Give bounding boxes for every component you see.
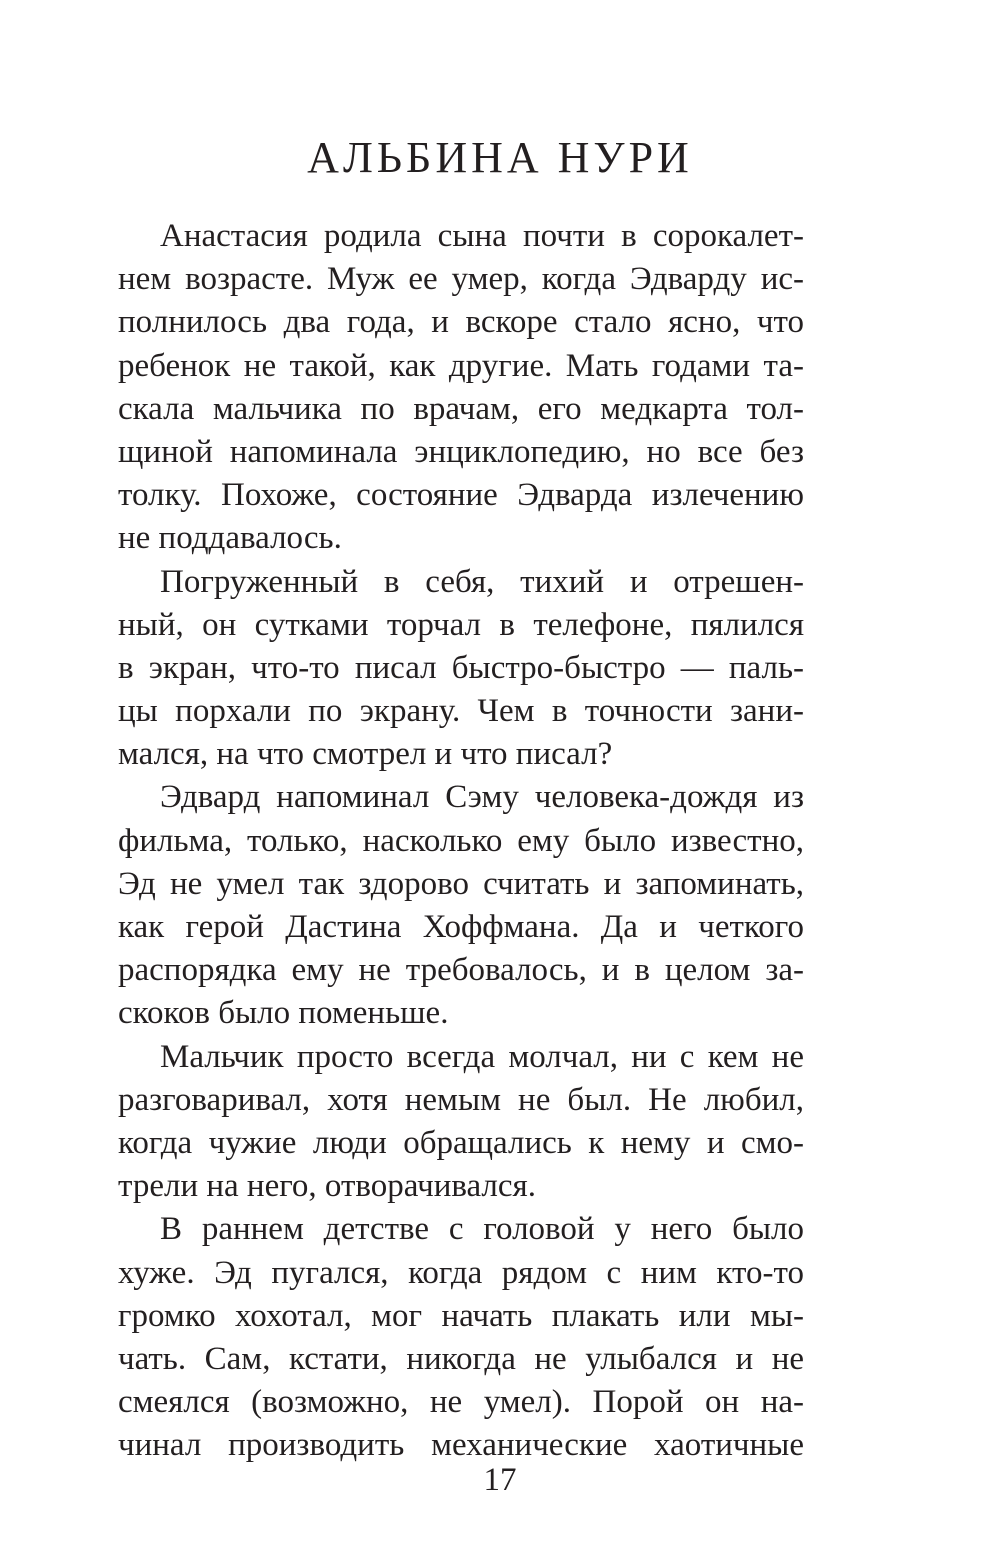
text-line: полнилось два года, и вскоре стало ясно, что	[118, 304, 804, 341]
text-line: ребенок не такой, как другие. Мать годами та-	[118, 347, 804, 384]
text-line: Мальчик просто всегда молчал, ни с кем не	[160, 1038, 804, 1075]
text-line: громко хохотал, мог начать плакать или мы-	[118, 1297, 804, 1334]
text-line: Эд не умел так здорово считать и запоминать,	[118, 865, 804, 902]
text-line: мался, на что смотрел и что писал?	[118, 736, 613, 773]
text-line: разговаривал, хотя немым не был. Не любил,	[118, 1081, 804, 1118]
text-line: как герой Дастина Хоффмана. Да и четкого	[118, 909, 804, 945]
text-line: Эдвард напоминал Сэму человека-дождя из	[160, 779, 804, 816]
text-line: Анастасия родила сына почти в сорокалет-	[160, 218, 804, 254]
text-line: толку. Похоже, состояние Эдварда излечению	[118, 477, 804, 514]
text-line: нем возрасте. Муж ее умер, когда Эдварду ис-	[118, 261, 804, 298]
text-line: щиной напоминала энциклопедию, но все без	[118, 433, 804, 470]
text-line: В раннем детстве с головой у него было	[160, 1211, 804, 1248]
text-line: хуже. Эд пугался, когда рядом с ним кто-то	[118, 1254, 804, 1291]
text-line: скоков было поменьше.	[118, 995, 449, 1032]
body-text	[118, 215, 804, 1467]
text-line: чать. Сам, кстати, никогда не улыбался и не	[118, 1340, 804, 1377]
text-line: чинал производить механические хаотичные	[118, 1427, 804, 1464]
text-line: распорядка ему не требовалось, и в целом за-	[118, 952, 804, 989]
text-line: скала мальчика по врачам, его медкарта тол-	[118, 390, 804, 427]
text-line: Погруженный в себя, тихий и отрешен-	[160, 563, 804, 600]
text-line: цы порхали по экрану. Чем в точности зани-	[118, 693, 804, 730]
text-line: смеялся (возможно, не умел). Порой он на-	[118, 1384, 804, 1421]
text-line: ный, он сутками торчал в телефоне, пялился	[118, 606, 804, 643]
text-line: трели на него, отворачивался.	[118, 1168, 536, 1205]
text-line: когда чужие люди обращались к нему и смо-	[118, 1124, 804, 1161]
running-head-author: АЛЬБИНА НУРИ	[307, 133, 693, 182]
text-line: не поддавалось.	[118, 520, 342, 557]
page-number: 17	[483, 1462, 517, 1498]
text-line: в экран, что-то писал быстро-быстро — паль-	[118, 649, 804, 686]
text-line: фильма, только, насколько ему было известно,	[118, 822, 804, 859]
